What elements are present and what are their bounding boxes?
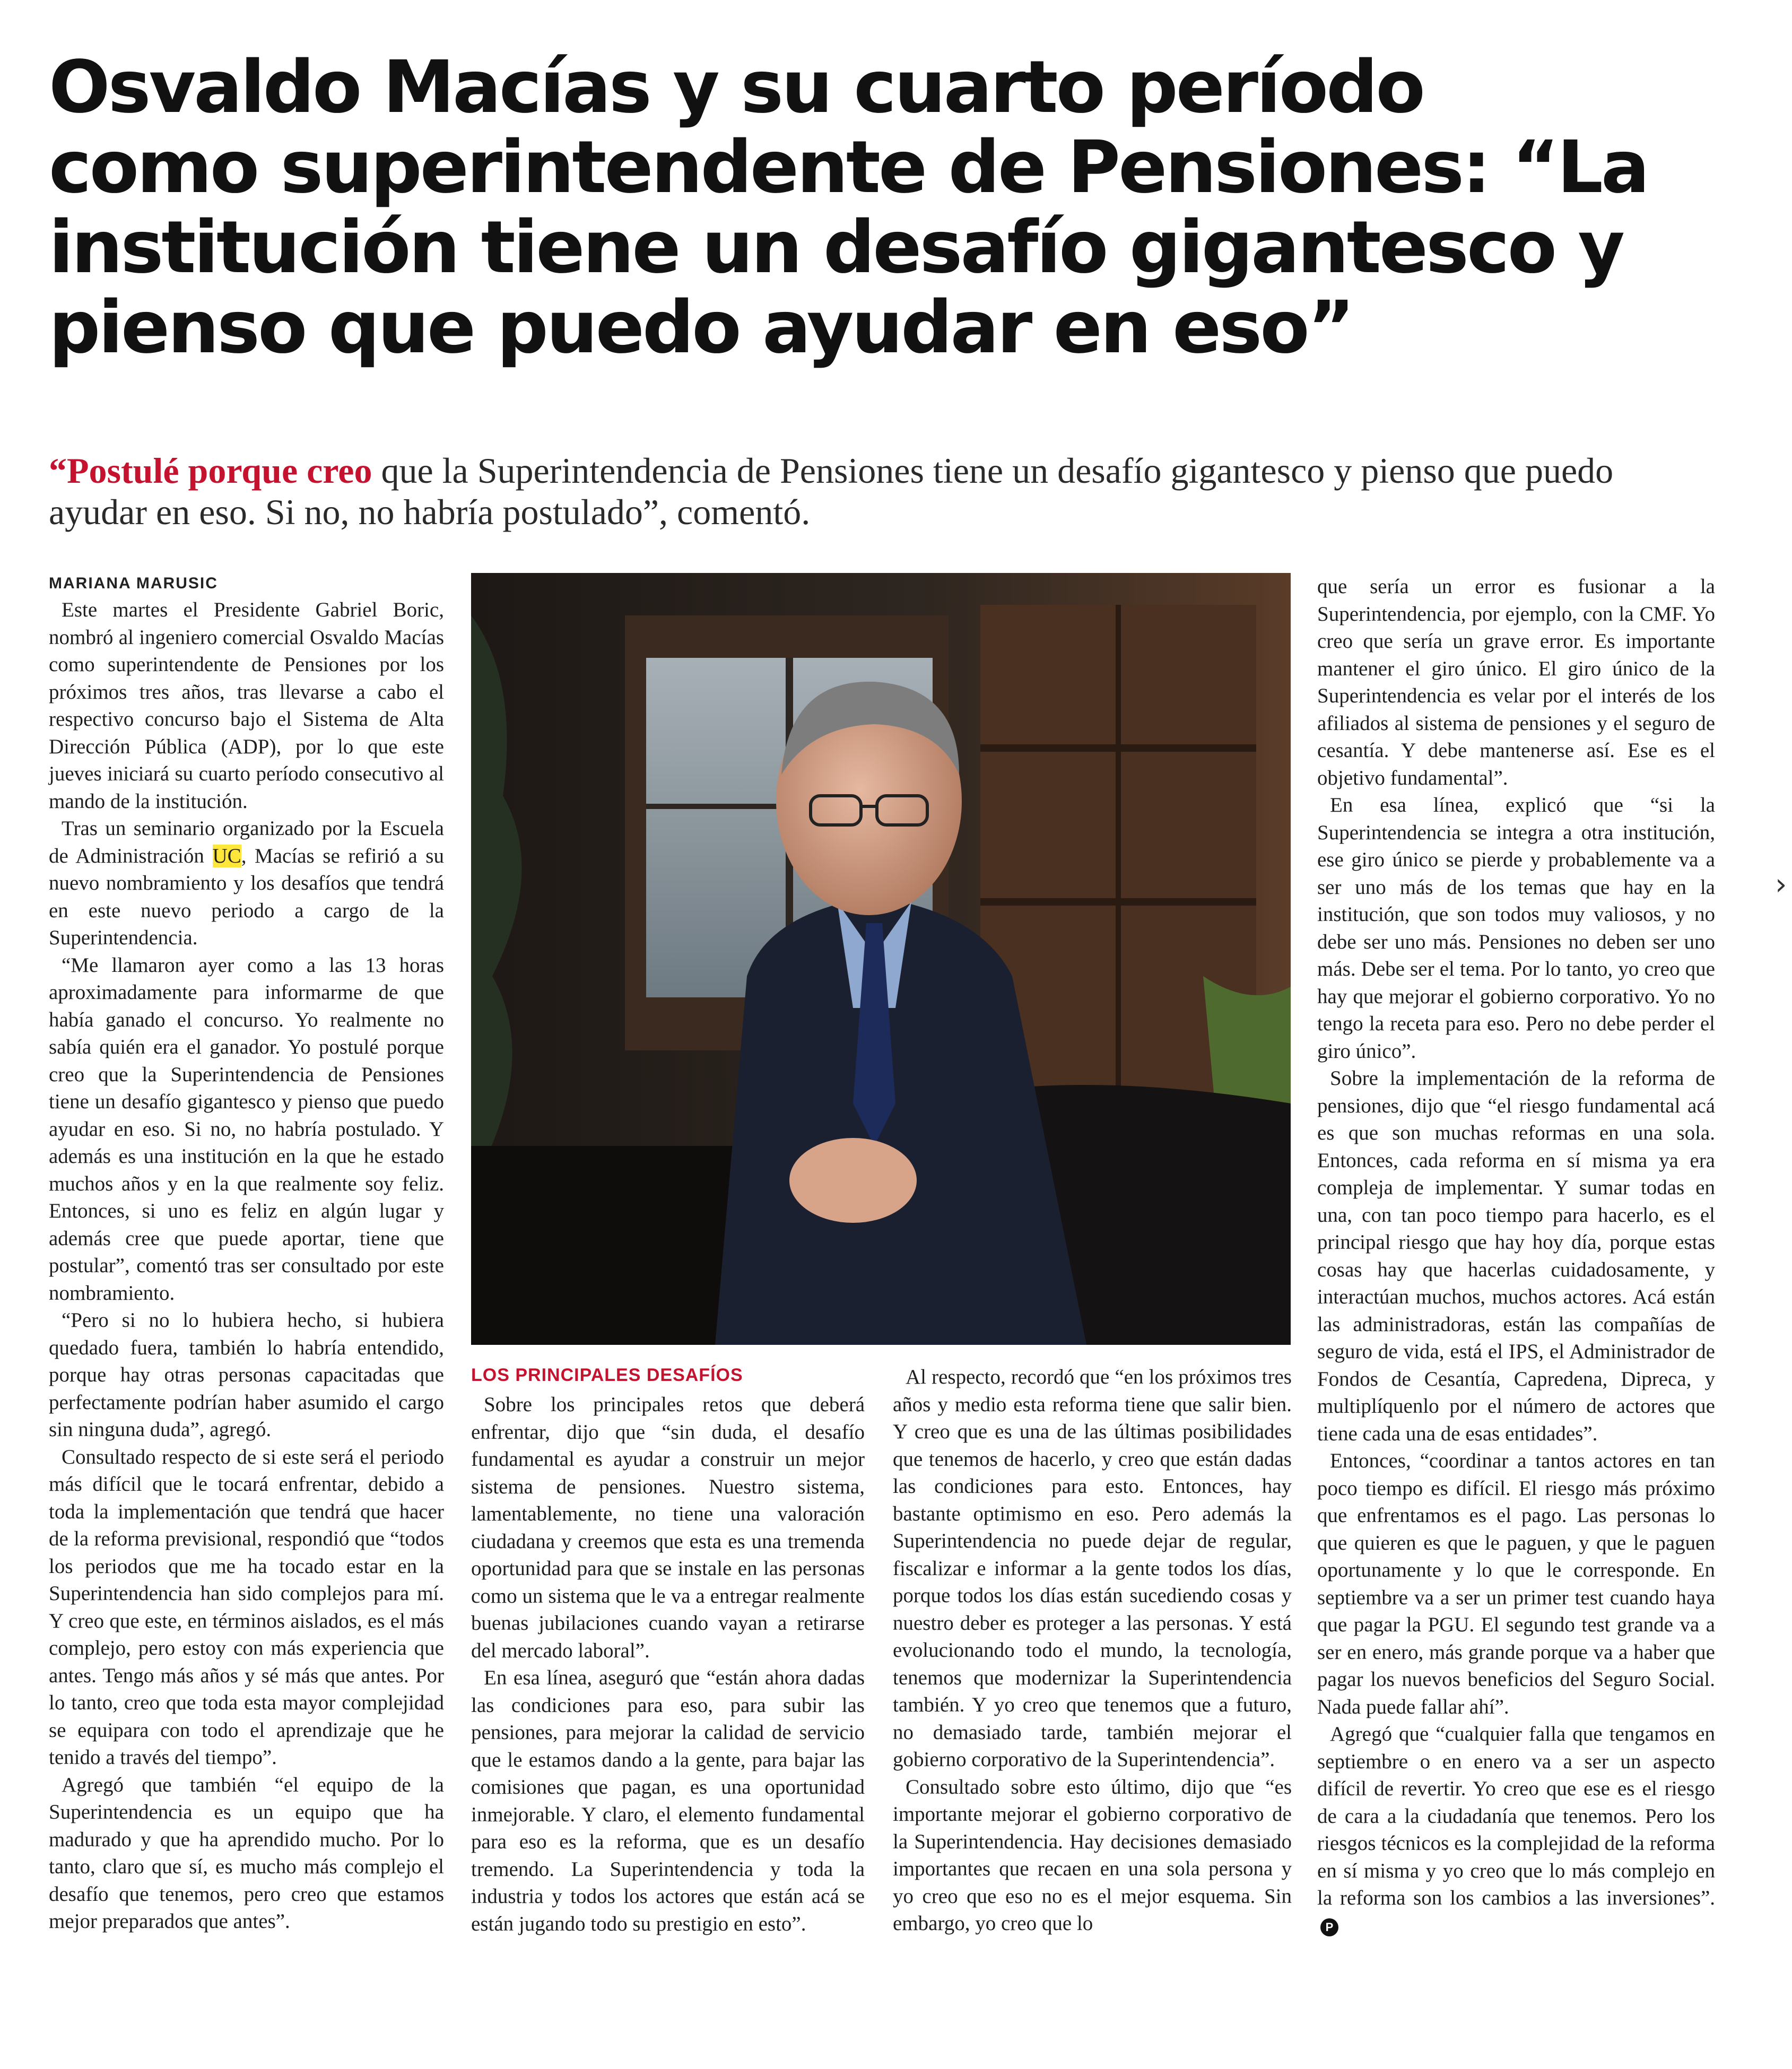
deck-line-rest: que la Superintendencia de Pensiones tiene un desafío gigantesco y pienso que puedo <box>372 450 1614 491</box>
section-subhead: LOS PRINCIPALES DESAFÍOS <box>471 1365 743 1385</box>
paragraph: Sobre los principales retos que deberá enfrentar, dijo que “sin duda, el desafío fundamental es ayudar a construir un mejor sistema de pensiones. Nuestro sistema, lamentablemente, no tiene una valoración ciudadana y creemos que esta es una tremenda oportunidad para que se instale en las personas como un sistema que le va a entregar realmente buenas jubilaciones cuando vayan a retirarse del mercado laboral”. <box>471 1393 865 1662</box>
paragraph: “Pero si no lo hubiera hecho, si hubiera quedado fuera, también lo habría entendido, porque hay otras personas capacitadas que perfectamente podrían haber asumido el cargo sin ninguna duda”, agregó. <box>49 1309 444 1441</box>
column-1 <box>49 573 444 1935</box>
next-page-arrow-icon[interactable]: › <box>1775 867 1787 902</box>
paragraph <box>49 815 444 952</box>
portrait-photo <box>471 573 1291 1345</box>
deck-line: ayudar en eso. Si no, no habría postulado”, comentó. <box>49 492 811 532</box>
deck-lead: “Postulé porque creo <box>49 450 372 491</box>
paragraph: Al respecto, recordó que “en los próximos tres años y medio esta reforma tiene que salir bien. Y creo que es una de las últimas posibilidades que tenemos de hacerlo, y creo que están dadas las condiciones para esto. Entonces, hay bastante optimismo en eso. Pero además la Superintendencia no puede dejar de regular, fiscalizar e informar a la gente todos los días, porque todos los días están sucediendo cosas y nuestro deber es proteger a las personas. Y está evolucionando todo el mundo, la tecnología, tenemos que modernizar la Superintendencia también. Y yo creo que tenemos que a futuro, no demasiado tarde, también mejorar el gobierno corporativo de la Superintendencia”. <box>893 1366 1292 1771</box>
text-run: Agregó que “cualquier falla que tengamos en septiembre o en enero va a ser un aspecto difícil de revertir. Yo creo que ese es el riesgo de cara a la ciudadanía que tenemos. Pero los riesgos técnicos es la complejidad de la reforma en sí misma y yo creo que lo más complejo en la reforma son los cambios a las inversiones”. <box>1317 1723 1715 1909</box>
paragraph: “Me llamaron ayer como a las 13 horas aproximadamente para informarme de que había ganado el concurso. Yo realmente no sabía quién era el ganador. Yo postulé porque creo que la Superintendencia de Pensiones tiene un desafío gigantesco y pienso que puedo ayudar en eso. Si no, no habría postulado. Y además es una institución en la que he estado muchos años y en la que realmente soy feliz. Entonces, si uno es feliz en algún lugar y además cree que puede aportar, tiene que postular”, comentó tras ser consultado por este nombramiento. <box>49 953 444 1305</box>
headline-line: como superintendente de Pensiones: “La <box>49 126 1648 210</box>
paragraph <box>1317 1720 1715 1939</box>
headline-line: pienso que puedo ayudar en eso” <box>49 286 1353 370</box>
column-4 <box>1317 573 1715 1939</box>
text-run: , Macías se refirió a su nuevo nombramiento y los desafíos que tendrá en este nuevo periodo a cargo de la Superintendencia. <box>49 844 444 949</box>
paragraph: En esa línea, aseguró que “están ahora dadas las condiciones para eso, para subir las pensiones, para mejorar la calidad de servicio que le estamos dando a la gente, para bajar las comisiones que pagan, es una oportunidad inmejorable. Y claro, el elemento fundamental para eso es la reforma, que es un desafío tremendo. La Superintendencia y toda la industria y todos los actores que están acá se están jugando todo su prestigio en esto”. <box>471 1666 865 1935</box>
headline-line: institución tiene un desafío gigantesco y <box>49 206 1623 290</box>
headline <box>49 46 1648 370</box>
paragraph: Consultado respecto de si este será el periodo más difícil que le tocará enfrentar, debido a toda la implementación que tendrá que hacer de la reforma previsional, respondió que “todos los periodos que me ha tocado estar en la Superintendencia han sido complejos para mí. Y creo que este, en términos aislados, es el más complejo, pero estoy con más experiencia que antes. Tengo más años y sé más que antes. Por lo tanto, creo que toda esta mayor complejidad se equipara con todo el aprendizaje que he tenido a través del tiempo”. <box>49 1445 444 1769</box>
paragraph: Sobre la implementación de la reforma de pensiones, dijo que “el riesgo fundamental acá es que son muchas reformas en una sola. Entonces, cada reforma en sí misma ya era compleja de implementar. Y sumar todas en una, con tan poco tiempo para hacerlo, es el principal riesgo que hay hoy día, porque estas cosas hay que hacerlas cuidadosamente, y interactúan muchos, muchos actores. Acá están las administradoras, están las compañías de seguro de vida, está el IPS, el Administrador de Fondos de Cesantía, Capredena, Dipreca, y multiplíquenlo por el número de actores que tiene cada una de esas entidades”. <box>1317 1067 1715 1445</box>
headline-line: Osvaldo Macías y su cuarto período <box>49 46 1423 129</box>
text-run: Tras un seminario organizado por la Escuela de Administración <box>49 817 444 867</box>
paragraph: Entonces, “coordinar a tantos actores en tan poco tiempo es difícil. El riesgo más próximo que enfrentamos es el pago. Las personas lo que quieren es que le paguen, y que le paguen oportunamente y lo que le corresponde. En septiembre va a ser un primer test cuando haya que pagar la PGU. El segundo test grande va a ser en enero, más grande porque va a haber que pagar los nuevos beneficios del Seguro Social. Nada puede fallar ahí”. <box>1317 1449 1715 1718</box>
highlighted-text: UC <box>212 844 241 867</box>
paragraph: En esa línea, explicó que “si la Superintendencia se integra a otra institución, ese giro único se pierde y probablemente va a ser uno más de los temas que hay en la institución, que son todos muy valiosos, y no debe ser uno más. Pensiones no deben ser uno más. Debe ser el tema. Por lo tanto, yo creo que hay que mejorar el gobierno corporativo. Yo no tengo la receta para eso. Pero no debe perder el giro único”. <box>1317 794 1715 1063</box>
paragraph: que sería un error es fusionar a la Superintendencia, por ejemplo, con la CMF. Yo creo que sería un grave error. Es importante mantener el giro único. El giro único de la Superintendencia es velar por el interés de los afiliados al sistema de pensiones y el seguro de cesantía. Y debe mantenerse así. Ese es el objetivo fundamental”. <box>1317 575 1715 789</box>
byline: MARIANA MARUSIC <box>49 575 218 592</box>
paragraph: Consultado sobre esto último, dijo que “es importante mejorar el gobierno corporativo de la Superintendencia. Hay decisiones demasiado importantes que recaen en una sola persona y yo creo que eso no es el mejor esquema. Sin embargo, yo creo que lo <box>893 1775 1292 1935</box>
deck-line <box>49 450 1720 491</box>
paragraph: Este martes el Presidente Gabriel Boric, nombró al ingeniero comercial Osvaldo Macías como superintendente de Pensiones por los próximos tres años, tras llevarse a cabo el respectivo concurso bajo el Sistema de Alta Dirección Pública (ADP), por lo que este jueves iniciará su cuarto período consecutivo al mando de la institución. <box>49 598 444 813</box>
column-2 <box>471 1363 865 1937</box>
deck-quote <box>49 450 1720 533</box>
paragraph: Agregó que también “el equipo de la Superintendencia es un equipo que ha madurado y que ha aprendido mucho. Por lo tanto, claro que sí, es mucho más complejo el desafío que tenemos, pero creo que estamos mejor preparados que antes”. <box>49 1773 444 1933</box>
end-mark-icon: P <box>1320 1918 1338 1936</box>
column-3 <box>893 1363 1292 1937</box>
